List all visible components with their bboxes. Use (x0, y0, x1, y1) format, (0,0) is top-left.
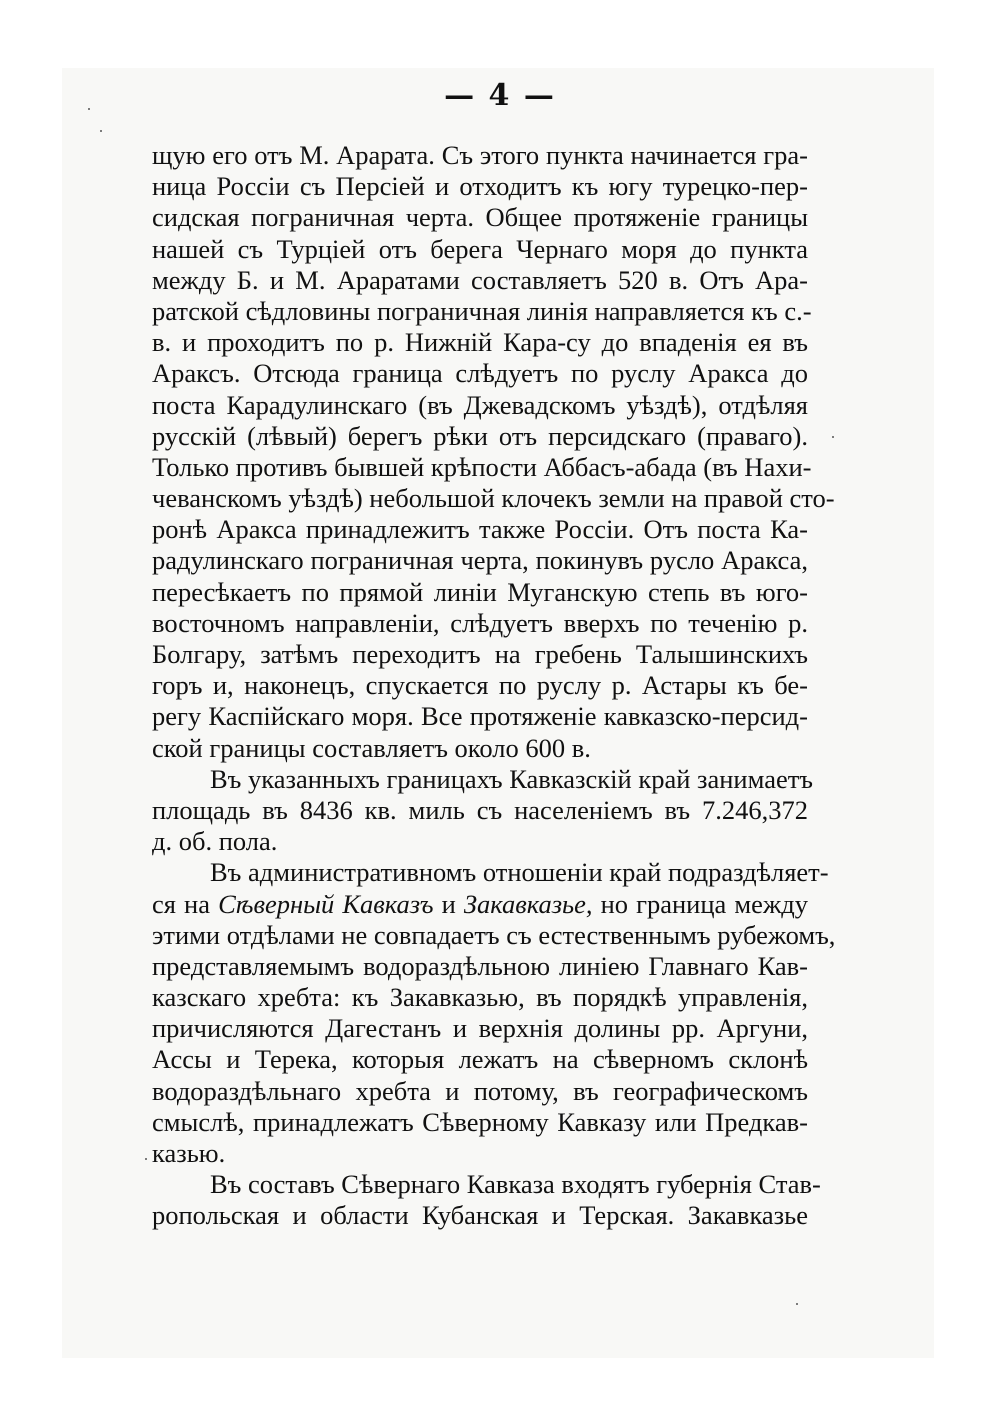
text-line: ница Россіи съ Персіей и отходитъ къ югу турецко-пер- (152, 171, 808, 202)
page-number: — 4 — (444, 78, 556, 113)
text-line: д. об. пола. (152, 826, 278, 857)
text-line: причисляются Дагестанъ и верхнія долины рр. Аргуни, (152, 1013, 808, 1044)
text-line: пересѣкаетъ по прямой линіи Муганскую степь въ юго- (152, 576, 808, 607)
text-line: ронѣ Аракса принадлежитъ также Россіи. Отъ поста Ка- (152, 514, 808, 545)
emphasis-north-caucasus: Сѣверный Кавказъ (218, 888, 434, 919)
text-line: Въ административномъ отношеніи край подраздѣляет- (210, 857, 829, 888)
text-line: смыслѣ, принадлежатъ Сѣверному Кавказу или Предкав- (152, 1106, 808, 1137)
paragraph-2 (152, 763, 814, 858)
scan-speck (145, 1158, 147, 1160)
text-line: регу Каспійскаго моря. Все протяженіе кавказско-персид- (152, 701, 808, 732)
text-line: горъ и, наконецъ, спускается по руслу р. Астары къ бе- (152, 670, 808, 701)
paragraph-4 (152, 1169, 821, 1231)
text-line: ратской сѣдловины пограничная линія направляется къ с.- (152, 295, 812, 326)
text-line: площадь въ 8436 кв. миль съ населеніемъ въ 7.246,372 (152, 794, 808, 825)
text-line: нашей съ Турціей отъ берега Чернаго моря до пункта (152, 233, 808, 264)
text-line: Араксъ. Отсюда граница слѣдуетъ по руслу Аракса до (152, 358, 808, 389)
text-line: щую его отъ М. Арарата. Съ этого пункта начинается гра- (152, 140, 808, 170)
scan-speck (796, 1303, 798, 1305)
text-line: ропольская и области Кубанская и Терская. Закавказье (152, 1200, 808, 1231)
text-line: Болгару, затѣмъ переходитъ на гребень Талышинскихъ (152, 639, 808, 669)
emphasis-transcaucasia: Закавказье, (463, 888, 593, 919)
text-line: Въ указанныхъ границахъ Кавказскій край занимаетъ (210, 763, 814, 794)
text-span: и (433, 888, 464, 919)
text-line: чеванскомъ уѣздѣ) небольшой клочекъ земли на правой сто- (152, 483, 835, 514)
scan-speck (832, 436, 834, 438)
text-line: Только противъ бывшей крѣпости Аббасъ-абада (въ Нахи- (152, 451, 812, 482)
text-line: русскій (лѣвый) берегъ рѣки отъ персидскаго (праваго). (152, 420, 808, 451)
text-line-with-emphasis (152, 889, 808, 920)
text-line: казью. (152, 1138, 226, 1168)
text-line: Въ составъ Сѣвернаго Кавказа входятъ губернія Став- (210, 1169, 821, 1200)
text-line: восточномъ направленіи, слѣдуетъ вверхъ по теченію р. (152, 607, 808, 638)
paragraph-3 (152, 857, 836, 1169)
text-line: казскаго хребта: къ Закавказью, въ порядкѣ управленія, (152, 982, 808, 1013)
text-span: ся на (152, 888, 219, 919)
text-line: в. и проходитъ по р. Нижній Кара-су до впаденія ея въ (152, 327, 808, 358)
text-line: водораздѣльнаго хребта и потому, въ географическомъ (152, 1075, 808, 1106)
text-line: Ассы и Терека, которыя лежатъ на сѣверномъ склонѣ (152, 1044, 808, 1075)
text-line: ской границы составляетъ около 600 в. (152, 732, 591, 763)
text-line: поста Карадулинскаго (въ Джевадскомъ уѣздѣ), отдѣляя (152, 389, 808, 420)
text-line: представляемымъ водораздѣльною линіею Главнаго Кав- (152, 950, 808, 981)
paragraph-1 (152, 140, 835, 764)
scan-speck (100, 130, 102, 132)
text-line: этими отдѣлами не совпадаетъ съ естественнымъ рубежомъ, (152, 919, 836, 950)
text-line: сидская пограничная черта. Общее протяженіе границы (152, 202, 808, 233)
body-text (152, 140, 836, 1232)
text-line: между Б. и М. Араратами составляетъ 520 в. Отъ Ара- (152, 264, 808, 295)
text-line: радулинскаго пограничная черта, покинувъ русло Аракса, (152, 545, 808, 576)
text-span: но граница между (592, 888, 808, 919)
